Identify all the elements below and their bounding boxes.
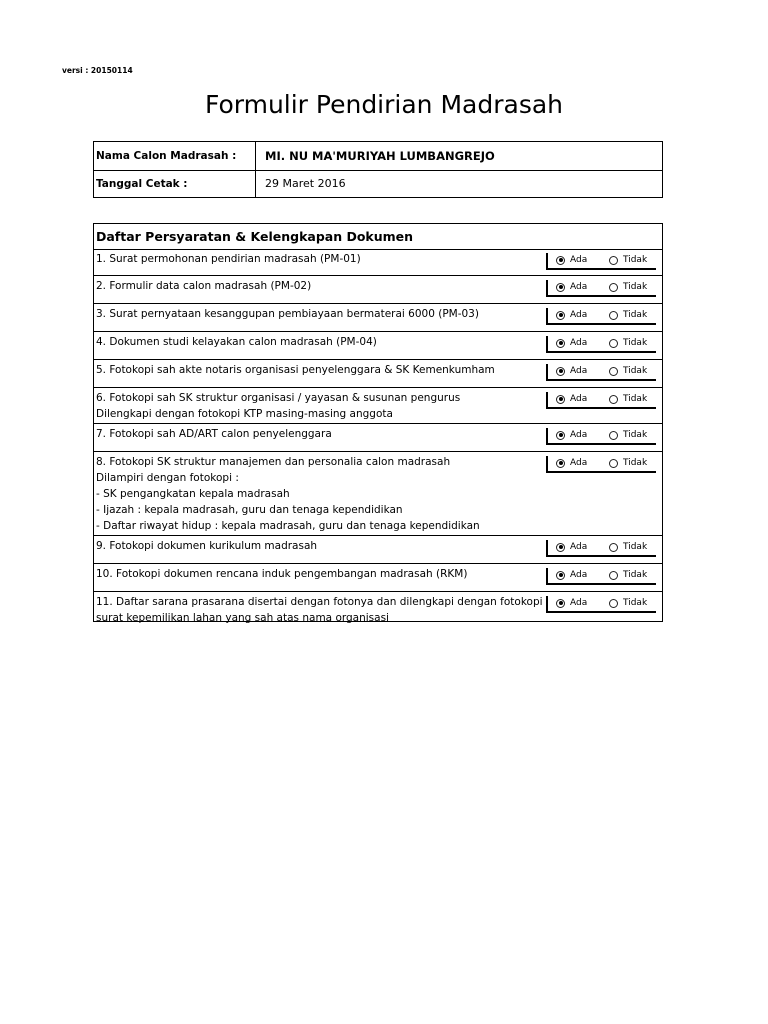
requirement-text [96, 426, 536, 442]
requirement-line: 11. Daftar sarana prasarana disertai dengan fotonya dan dilengkapi dengan fotokopi [96, 596, 543, 608]
radio-label: Ada [570, 282, 588, 292]
date-label: Tanggal Cetak : [96, 178, 188, 190]
radio-checked-icon[interactable] [556, 283, 565, 292]
radio-option-ada[interactable] [556, 255, 587, 265]
radio-label: Ada [570, 255, 588, 265]
date-row [94, 170, 662, 197]
availability-radio-group [546, 253, 656, 270]
requirement-row [94, 388, 662, 424]
requirement-line: - Daftar riwayat hidup : kepala madrasah, guru dan tenaga kependidikan [96, 520, 480, 532]
requirement-line: 10. Fotokopi dokumen rencana induk pengembangan madrasah (RKM) [96, 568, 468, 580]
divider [255, 142, 256, 170]
radio-unchecked-icon[interactable] [609, 599, 618, 608]
radio-label: Tidak [623, 338, 648, 348]
radio-option-tidak[interactable] [609, 542, 647, 552]
radio-label: Tidak [623, 255, 648, 265]
radio-label: Tidak [623, 394, 648, 404]
requirement-line: 3. Surat pernyataan kesanggupan pembiayaan bermaterai 6000 (PM-03) [96, 308, 479, 320]
availability-radio-group [546, 308, 656, 325]
radio-unchecked-icon[interactable] [609, 543, 618, 552]
radio-label: Tidak [623, 570, 648, 580]
radio-label: Tidak [623, 282, 648, 292]
radio-label: Ada [570, 338, 588, 348]
radio-option-tidak[interactable] [609, 255, 647, 265]
radio-option-tidak[interactable] [609, 338, 647, 348]
requirement-row [94, 452, 662, 536]
requirement-line: Dilampiri dengan fotokopi : [96, 472, 239, 484]
radio-option-ada[interactable] [556, 542, 587, 552]
name-label: Nama Calon Madrasah : [96, 150, 237, 162]
requirement-row [94, 424, 662, 452]
requirement-line: 7. Fotokopi sah AD/ART calon penyelenggara [96, 428, 332, 440]
radio-checked-icon[interactable] [556, 459, 565, 468]
radio-checked-icon[interactable] [556, 256, 565, 265]
requirement-row [94, 360, 662, 388]
availability-radio-group [546, 364, 656, 381]
radio-option-ada[interactable] [556, 598, 587, 608]
radio-unchecked-icon[interactable] [609, 256, 618, 265]
radio-unchecked-icon[interactable] [609, 283, 618, 292]
requirement-row [94, 592, 662, 624]
availability-radio-group [546, 568, 656, 585]
radio-label: Ada [570, 310, 588, 320]
availability-radio-group [546, 336, 656, 353]
name-row [94, 142, 662, 171]
requirement-row [94, 249, 662, 276]
divider [255, 170, 256, 197]
radio-checked-icon[interactable] [556, 395, 565, 404]
radio-option-tidak[interactable] [609, 310, 647, 320]
version-label: versi : 20150114 [62, 66, 133, 75]
radio-checked-icon[interactable] [556, 599, 565, 608]
radio-label: Ada [570, 542, 588, 552]
radio-option-ada[interactable] [556, 430, 587, 440]
requirement-row [94, 276, 662, 304]
radio-option-ada[interactable] [556, 310, 587, 320]
radio-label: Ada [570, 366, 588, 376]
radio-label: Ada [570, 394, 588, 404]
radio-unchecked-icon[interactable] [609, 339, 618, 348]
requirement-text [96, 566, 536, 582]
requirement-line: 4. Dokumen studi kelayakan calon madrasah (PM-04) [96, 336, 377, 348]
requirement-row [94, 304, 662, 332]
availability-radio-group [546, 280, 656, 297]
radio-unchecked-icon[interactable] [609, 459, 618, 468]
availability-radio-group [546, 392, 656, 409]
radio-label: Tidak [623, 366, 648, 376]
requirement-text [96, 334, 536, 350]
radio-label: Tidak [623, 430, 648, 440]
requirement-line: - Ijazah : kepala madrasah, guru dan tenaga kependidikan [96, 504, 403, 516]
radio-option-tidak[interactable] [609, 366, 647, 376]
name-value: MI. NU MA'MURIYAH LUMBANGREJO [265, 149, 495, 163]
radio-option-ada[interactable] [556, 570, 587, 580]
requirement-text [96, 362, 536, 378]
requirement-text [96, 538, 536, 554]
radio-option-ada[interactable] [556, 282, 587, 292]
radio-option-tidak[interactable] [609, 394, 647, 404]
radio-unchecked-icon[interactable] [609, 571, 618, 580]
requirement-text [96, 594, 543, 626]
requirement-row [94, 332, 662, 360]
availability-radio-group [546, 596, 656, 613]
radio-checked-icon[interactable] [556, 571, 565, 580]
requirement-line: - SK pengangkatan kepala madrasah [96, 488, 290, 500]
radio-option-tidak[interactable] [609, 570, 647, 580]
radio-option-ada[interactable] [556, 338, 587, 348]
radio-unchecked-icon[interactable] [609, 431, 618, 440]
radio-option-tidak[interactable] [609, 430, 647, 440]
requirement-line: 6. Fotokopi sah SK struktur organisasi / yayasan & susunan pengurus [96, 392, 461, 404]
radio-checked-icon[interactable] [556, 431, 565, 440]
date-value: 29 Maret 2016 [265, 177, 346, 190]
radio-option-tidak[interactable] [609, 282, 647, 292]
requirement-line: 9. Fotokopi dokumen kurikulum madrasah [96, 540, 318, 552]
requirement-line: surat kepemilikan lahan yang sah atas nama organisasi [96, 612, 389, 624]
radio-label: Tidak [623, 598, 648, 608]
availability-radio-group [546, 540, 656, 557]
requirement-row [94, 564, 662, 592]
requirement-text [96, 251, 536, 267]
requirements-header [94, 224, 662, 250]
requirement-row [94, 536, 662, 564]
page-title: Formulir Pendirian Madrasah [204, 90, 564, 119]
radio-label: Ada [570, 570, 588, 580]
madrasah-info-table [93, 141, 663, 198]
radio-label: Tidak [623, 458, 648, 468]
radio-option-ada[interactable] [556, 366, 587, 376]
radio-checked-icon[interactable] [556, 311, 565, 320]
requirement-text [96, 306, 536, 322]
radio-option-tidak[interactable] [609, 458, 647, 468]
radio-option-ada[interactable] [556, 458, 587, 468]
requirement-text [96, 454, 536, 534]
requirements-heading: Daftar Persyaratan & Kelengkapan Dokumen [96, 229, 414, 244]
radio-label: Tidak [623, 310, 648, 320]
radio-unchecked-icon[interactable] [609, 311, 618, 320]
availability-radio-group [546, 456, 656, 473]
requirement-line: 2. Formulir data calon madrasah (PM-02) [96, 280, 312, 292]
requirement-line: 1. Surat permohonan pendirian madrasah (PM-01) [96, 253, 361, 265]
radio-unchecked-icon[interactable] [609, 367, 618, 376]
radio-label: Tidak [623, 542, 648, 552]
radio-option-tidak[interactable] [609, 598, 647, 608]
requirement-text [96, 278, 536, 294]
radio-label: Ada [570, 458, 588, 468]
radio-unchecked-icon[interactable] [609, 395, 618, 404]
radio-label: Ada [570, 430, 588, 440]
requirement-line: Dilengkapi dengan fotokopi KTP masing-masing anggota [96, 408, 393, 420]
radio-label: Ada [570, 598, 588, 608]
requirement-line: 5. Fotokopi sah akte notaris organisasi penyelenggara & SK Kemenkumham [96, 364, 495, 376]
requirement-text [96, 390, 536, 422]
requirement-line: 8. Fotokopi SK struktur manajemen dan personalia calon madrasah [96, 456, 451, 468]
requirements-table [93, 223, 663, 622]
radio-checked-icon[interactable] [556, 367, 565, 376]
radio-checked-icon[interactable] [556, 339, 565, 348]
availability-radio-group [546, 428, 656, 445]
radio-option-ada[interactable] [556, 394, 587, 404]
radio-checked-icon[interactable] [556, 543, 565, 552]
